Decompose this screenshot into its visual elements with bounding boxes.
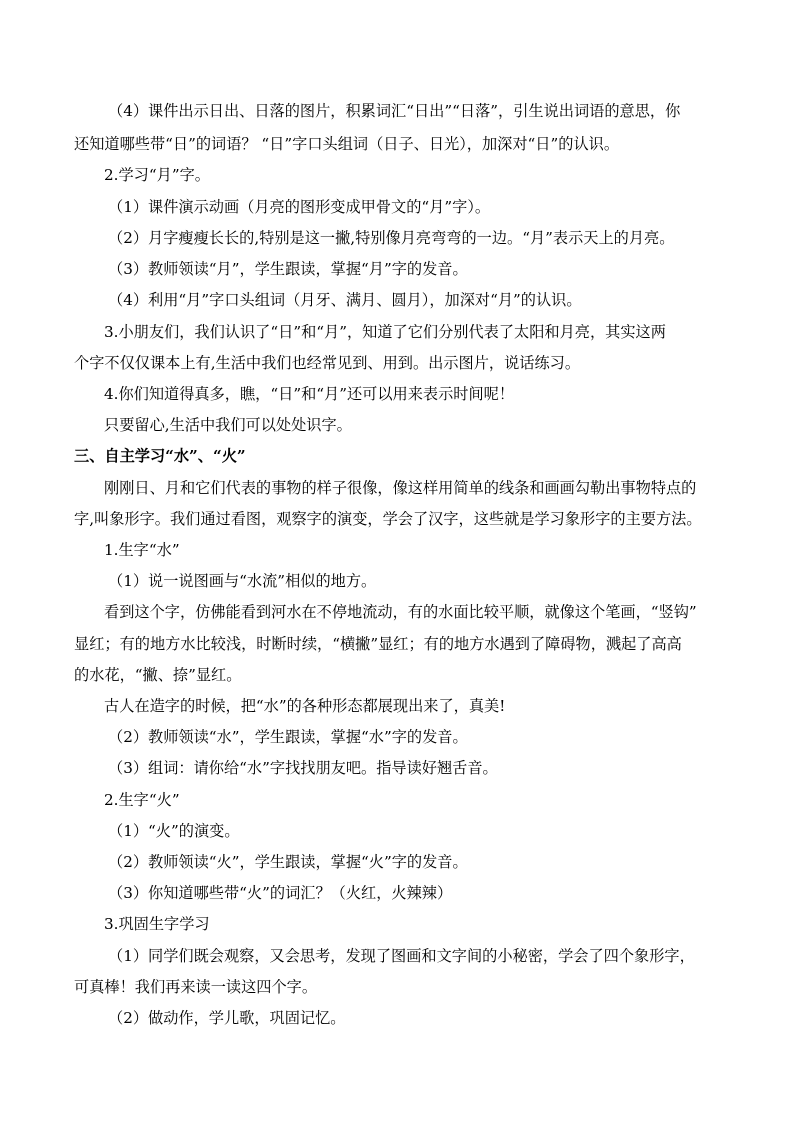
paragraph-line: （2）月字瘦瘦长长的,特别是这一撇,特别像月亮弯弯的一边。“月”表示天上的月亮。 [108,229,675,247]
section-subheading: 2.学习“月”字。 [104,166,210,184]
paragraph-line: （3）你知道哪些带“火”的词汇？（火红，火辣辣） [108,884,453,902]
paragraph-line: 只要留心,生活中我们可以处处识字。 [104,416,352,434]
paragraph-line: 看到这个字，仿佛能看到河水在不停地流动，有的水面比较平顺，就像这个笔画，“竖钩” [104,603,697,621]
paragraph-line: （2）做动作，学儿歌，巩固记忆。 [108,1009,346,1027]
paragraph-line: （4）课件出示日出、日落的图片，积累词汇“日出”“日落”，引生说出词语的意思，你 [108,102,681,120]
paragraph-line: 还知道哪些带“日”的词语？ “日”字口头组词（日子、日光），加深对“日”的认识。 [74,135,620,153]
paragraph-line: （2）教师领读“火”，学生跟读，掌握“火”字的发音。 [108,853,468,871]
paragraph-line: （1）同学们既会观察，又会思考，发现了图画和文字间的小秘密，学会了四个象形字， [108,947,695,965]
paragraph-line: 4.你们知道得真多，瞧，“日”和“月”还可以用来表示时间呢！ [104,385,515,403]
paragraph-line: 的水花，“撇、捺”显红。 [74,666,242,684]
section-subheading: 2.生字“火” [104,791,180,809]
paragraph-line: 古人在造字的时候，把“水”的各种形态都展现出来了，真美! [104,697,506,715]
paragraph-line: 显红；有的地方水比较浅，时断时续，“横撇”显红；有的地方水遇到了障碍物，溅起了高高 [74,635,682,653]
paragraph-line: 个字不仅仅课本上有,生活中我们也经常见到、用到。出示图片，说话练习。 [74,354,581,372]
section-subheading: 3.巩固生字学习 [104,915,210,933]
section-heading: 三、自主学习“水”、“火” [74,447,246,465]
section-subheading: 1.生字“水” [104,541,180,559]
paragraph-line: （3）教师领读“月”，学生跟读，掌握“月”字的发音。 [108,260,468,278]
paragraph-line: 3.小朋友们，我们认识了“日”和“月”，知道了它们分别代表了太阳和月亮，其实这两 [104,323,666,341]
paragraph-line: （3）组词：请你给“水”字找找朋友吧。指导读好翘舌音。 [108,759,498,777]
paragraph-line: （4）利用“月”字口头组词（月牙、满月、圆月），加深对“月”的认识。 [108,291,582,309]
paragraph-line: （1）说一说图画与“水流”相似的地方。 [108,572,377,590]
paragraph-line: 刚刚日、月和它们代表的事物的样子很像，像这样用简单的线条和画画勾勒出事物特点的 [104,479,697,497]
paragraph-line: （2）教师领读“水”，学生跟读，掌握“水”字的发音。 [108,728,468,746]
paragraph-line: （1）“火”的演变。 [108,822,240,840]
paragraph-line: （1）课件演示动画（月亮的图形变成甲骨文的“月”字）。 [108,198,491,216]
paragraph-line: 字,叫象形字。我们通过看图，观察字的演变，学会了汉字，这些就是学习象形字的主要方法。 [74,510,702,528]
paragraph-line: 可真棒！我们再来读一读这四个字。 [74,978,317,996]
